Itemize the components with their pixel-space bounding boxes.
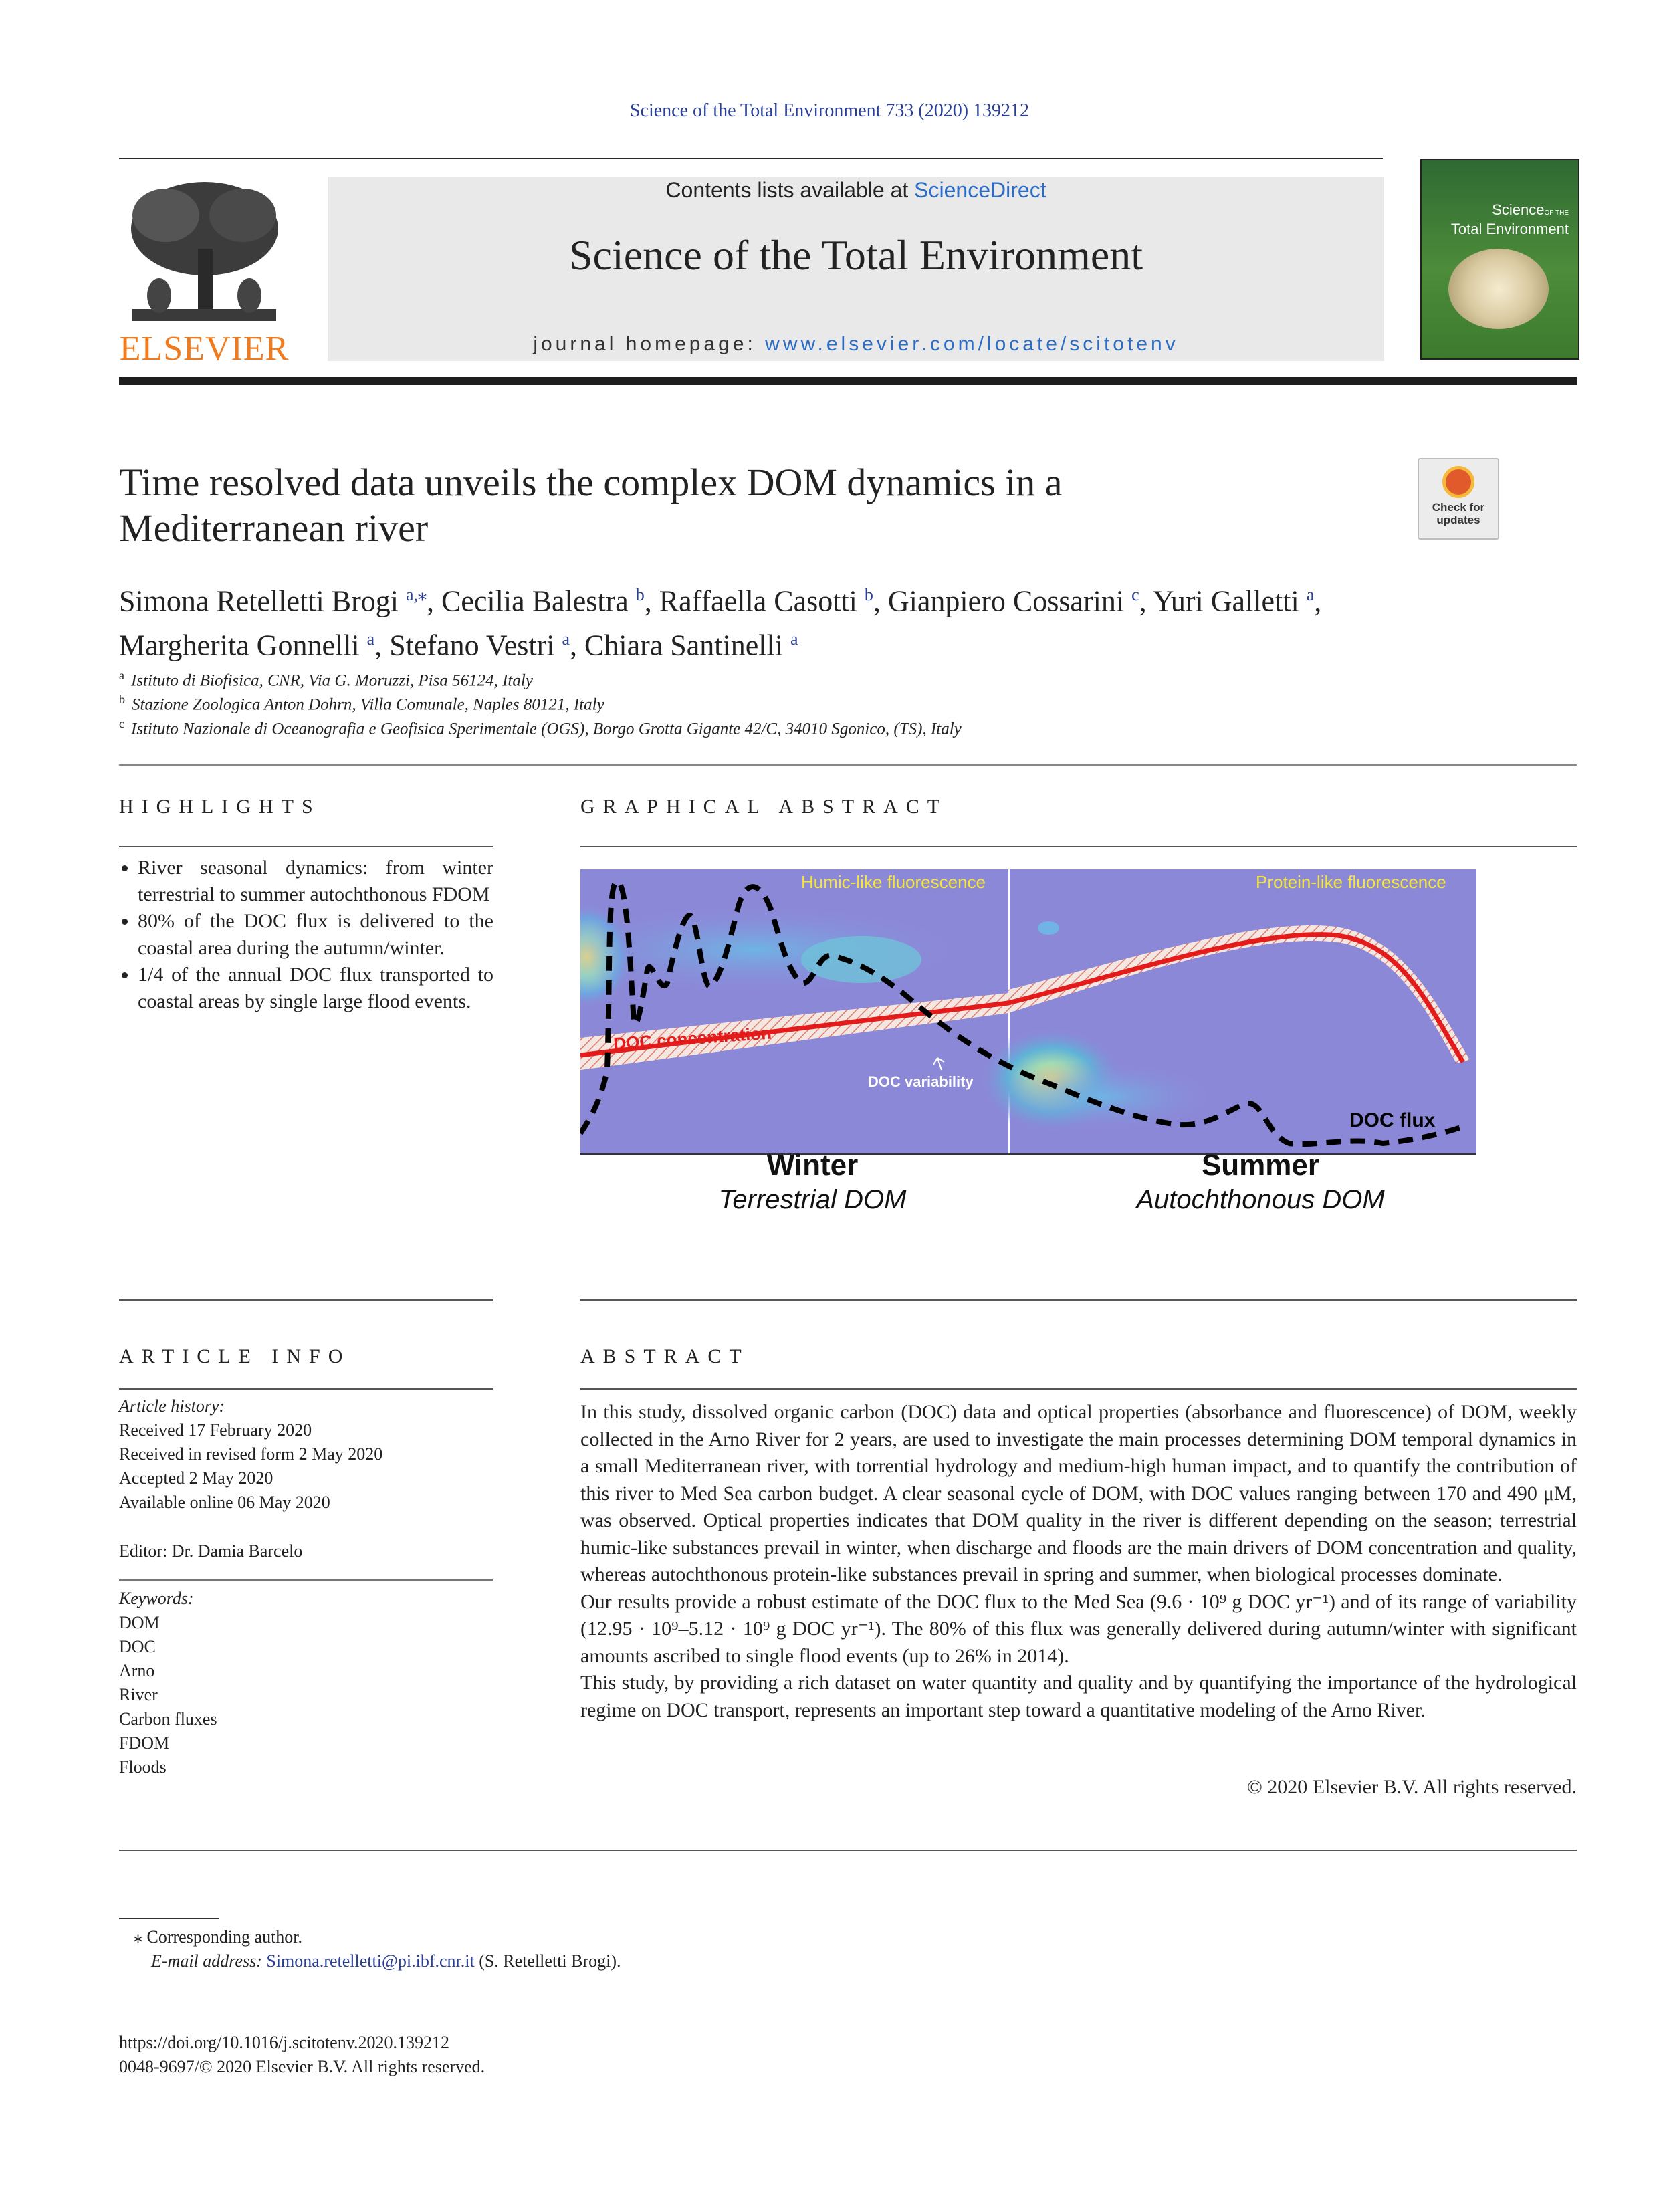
cover-title-small: OF THE (1544, 209, 1569, 217)
abstract-paragraph: Our results provide a robust estimate of the DOC flux to the Med Sea (9.6 · 10⁹ g DOC yr⁻¹) and of its range of variability (12.95 · 10⁹–5.12 · 10⁹ g DOC yr⁻¹). The 80% of this flux was generally delivered during autumn/winter with significant amounts ascribed to single flood events (up to 26% in 2014). (580, 1590, 1577, 1667)
article-info-top-rule (119, 1299, 493, 1301)
footnote-rule (119, 1918, 219, 1919)
abstract-body (580, 1399, 1577, 1724)
author-name[interactable]: Gianpiero Cossarini (887, 584, 1125, 618)
doi-link[interactable]: https://doi.org/10.1016/j.scitotenv.2020.139212 (119, 2033, 449, 2052)
journal-title: Science of the Total Environment (568, 231, 1143, 279)
contents-line (328, 178, 1384, 203)
author-affiliation-mark[interactable]: c (1131, 585, 1139, 604)
copyright-notice: © 2020 Elsevier B.V. All rights reserved. (1246, 1776, 1577, 1798)
affiliation-text: Istituto Nazionale di Oceanografia e Geofisica Sperimentale (OGS), Borgo Grotta Gigante 42/C, 34010 Sgonico, (TS), Italy (131, 720, 962, 738)
highlights-rule (119, 846, 493, 847)
article-info-heading: ARTICLE INFO (119, 1345, 351, 1367)
author-name[interactable]: Simona Retelletti Brogi (119, 584, 399, 618)
abstract-paragraph: In this study, dissolved organic carbon (DOC) data and optical properties (absorbance and fluorescence) of DOM, weekly collected in the Arno River for 2 years, are used to investigate the main processes determining DOM temporal dynamics in a small Mediterranean river, with torrential hydrology and medium-high human impact, and to quantify the contribution of this river to Med Sea carbon budget. A clear seasonal cycle of DOM, with DOC values ranging between 170 and 490 μM, was observed. Optical properties indicates that DOM quality in the river is different depending on the season; terrestrial humic-like substances prevail in winter, when discharge and floods are the main drivers of DOM concentration and quality, whereas autochthonous protein-like substances prevail in spring and summer, when biological processes dominate. (580, 1401, 1577, 1585)
email-label: E-mail address: (151, 1951, 262, 1971)
affiliation-text: Istituto di Biofisica, CNR, Via G. Moruzzi, Pisa 56124, Italy (131, 671, 533, 690)
highlight-item: • River seasonal dynamics: from winter terrestrial to summer autochthonous FDOM (138, 855, 493, 908)
graphical-abstract-rule (580, 846, 1577, 847)
highlight-item: • 1/4 of the annual DOC flux transported to coastal areas by single large flood events. (138, 962, 493, 1015)
humic-label: Humic-like fluorescence (801, 872, 986, 892)
author-affiliation-mark[interactable]: a (790, 629, 798, 649)
homepage-link[interactable]: www.elsevier.com/locate/scitotenv (765, 333, 1179, 355)
author-affiliation-mark[interactable]: a (1306, 585, 1315, 604)
publisher-wordmark: ELSEVIER (119, 330, 290, 368)
journal-cover-thumbnail[interactable] (1420, 159, 1579, 360)
email-note (151, 1951, 621, 1971)
cover-title-line1: Science (1492, 201, 1545, 218)
divider (119, 764, 1577, 766)
season-summer-sub: Autochthonous DOM (1136, 1185, 1385, 1214)
affiliation-a (119, 669, 533, 690)
author-affiliation-mark[interactable]: b (864, 585, 873, 604)
cover-title-line2: Total Environment (1450, 221, 1569, 237)
elsevier-tree-logo (119, 175, 290, 328)
season-summer-label: Summer (1201, 1149, 1320, 1182)
affiliation-mark: a (119, 669, 124, 682)
editor-line: Editor: Dr. Damia Barcelo (119, 1541, 303, 1561)
corresponding-label: Corresponding author. (146, 1927, 303, 1947)
keyword-item: Floods (119, 1757, 167, 1777)
journal-homepage-line (328, 333, 1384, 356)
season-winter-label: Winter (766, 1149, 859, 1182)
graphical-abstract-heading: GRAPHICAL ABSTRACT (580, 796, 948, 818)
history-item: Available online 06 May 2020 (119, 1492, 330, 1512)
history-item: Accepted 2 May 2020 (119, 1468, 273, 1488)
doc-concentration-label: DOC concentration (613, 1022, 772, 1054)
author-name[interactable]: Stefano Vestri (389, 629, 555, 662)
bookmark-icon (1442, 466, 1474, 498)
protein-spot (1038, 921, 1059, 935)
corresponding-author-note (134, 1927, 302, 1947)
article-history-label: Article history: (119, 1396, 225, 1416)
keywords-rule (119, 1579, 493, 1581)
footnote-mark: ⁎ (134, 1927, 142, 1947)
author-name[interactable]: Chiara Santinelli (584, 629, 783, 662)
author-affiliation-mark[interactable]: a (366, 629, 375, 649)
author-affiliation-mark[interactable]: a (562, 629, 570, 649)
keyword-item: FDOM (119, 1733, 170, 1753)
author-affiliation-mark[interactable]: b (635, 585, 645, 604)
check-for-updates-button[interactable] (1418, 458, 1499, 540)
keyword-item: DOM (119, 1613, 160, 1632)
keywords-block (119, 1587, 217, 1779)
keywords-label: Keywords: (119, 1589, 194, 1608)
affiliation-c (119, 717, 962, 738)
affiliation-b (119, 693, 604, 714)
contents-prefix: Contents lists available at (665, 178, 909, 202)
cover-flower-image (1448, 249, 1549, 329)
abstract-rule (580, 1388, 1577, 1390)
graphical-abstract-figure[interactable] (580, 869, 1476, 1164)
history-item: Received in revised form 2 May 2020 (119, 1444, 383, 1464)
article-title-line1: Time resolved data unveils the complex DOM dynamics in a (119, 461, 1063, 504)
check-for-updates-label: Check for updates (1432, 501, 1485, 526)
abstract-top-rule (580, 1299, 1577, 1301)
author-name[interactable]: Cecilia Balestra (441, 584, 629, 618)
abstract-heading: ABSTRACT (580, 1345, 750, 1367)
keyword-item: River (119, 1685, 158, 1704)
keyword-item: Arno (119, 1661, 155, 1680)
article-history (119, 1394, 382, 1515)
season-winter-sub: Terrestrial DOM (718, 1185, 907, 1214)
homepage-prefix: journal homepage: (533, 333, 756, 355)
author-name[interactable]: Raffaella Casotti (659, 584, 857, 618)
keyword-item: DOC (119, 1637, 156, 1656)
affiliation-mark: c (119, 717, 124, 730)
article-title-line2: Mediterranean river (119, 506, 429, 550)
author-name[interactable]: Yuri Galletti (1153, 584, 1299, 618)
affiliation-text: Stazione Zoologica Anton Dohrn, Villa Comunale, Naples 80121, Italy (132, 695, 604, 714)
doc-variability-label: DOC variability (868, 1073, 974, 1090)
issn-line: 0048-9697/© 2020 Elsevier B.V. All rights reserved. (119, 2057, 485, 2076)
article-info-rule (119, 1388, 493, 1390)
sciencedirect-link[interactable]: ScienceDirect (914, 178, 1046, 202)
author-name[interactable]: Margherita Gonnelli (119, 629, 360, 662)
highlight-item: • 80% of the DOC flux is delivered to the coastal area during the autumn/winter. (138, 908, 493, 962)
author-list: Simona Retelletti Brogi $^{a,⁎}$, Cecilia Balestra $^b$, Raffaella Casotti $^b$, Gianpiero Cossarini $^c$, Yuri Galletti $^a$, Margherita Gonnelli $^a$, Stefano Vestri $^a$, Chiara Santinelli $^a$ (119, 584, 1322, 662)
highlights-heading: HIGHLIGHTS (119, 796, 321, 818)
email-suffix: (S. Retelletti Brogi). (479, 1951, 621, 1971)
keyword-item: Carbon fluxes (119, 1709, 217, 1729)
doc-flux-label: DOC flux (1349, 1109, 1436, 1131)
journal-reference[interactable]: Science of the Total Environment 733 (2020) 139212 (629, 100, 1030, 121)
header-top-rule (119, 158, 1383, 159)
body-bottom-rule (119, 1850, 1577, 1851)
protein-label: Protein-like fluorescence (1256, 872, 1446, 892)
header-bottom-rule (119, 377, 1577, 385)
affiliation-mark: b (119, 693, 125, 706)
highlights-list (119, 855, 493, 1015)
cover-title (1451, 202, 1569, 237)
email-link[interactable]: Simona.retelletti@pi.ibf.cnr.it (266, 1951, 475, 1971)
article-title (119, 460, 1063, 551)
history-item: Received 17 February 2020 (119, 1420, 312, 1440)
author-affiliation-mark[interactable]: a,⁎ (405, 585, 427, 604)
abstract-paragraph: This study, by providing a rich dataset on water quantity and quality and by quantifying the importance of the hydrological regime on DOC transport, represents an important step toward a quantitative modeling of the Arno River. (580, 1672, 1577, 1721)
